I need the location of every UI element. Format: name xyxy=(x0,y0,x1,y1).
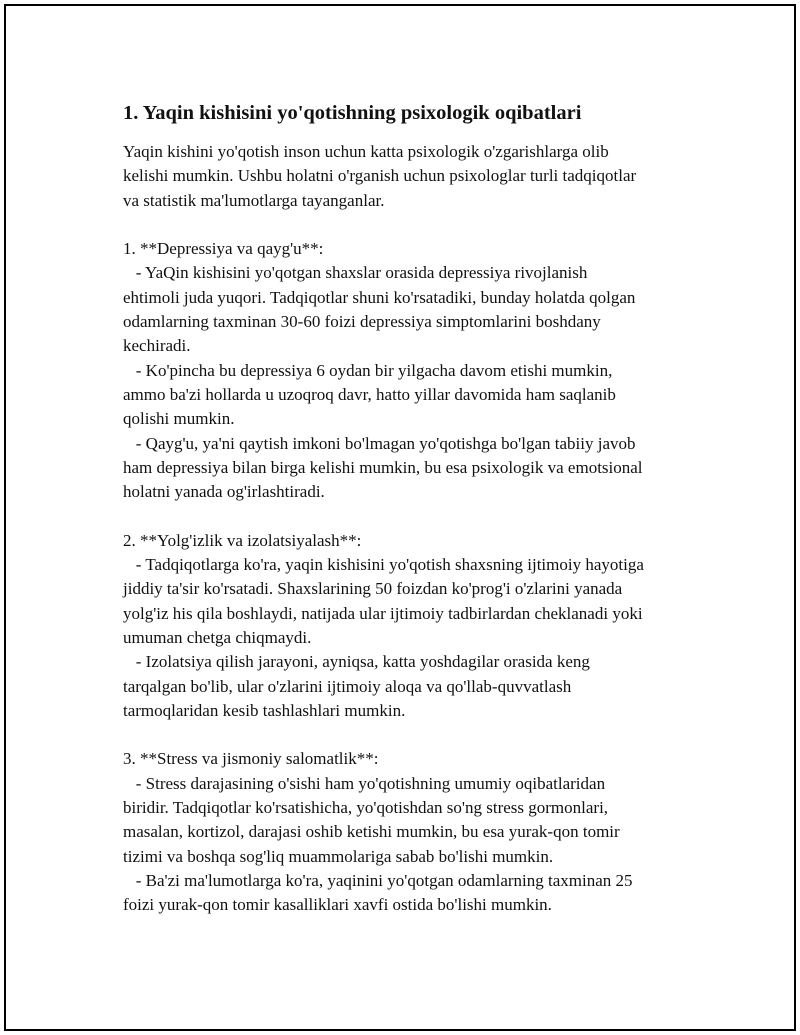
section-point: - Stress darajasining o'sishi ham yo'qotishning umumiy oqibatlaridan biridir. Tadqiqotlar ko'rsatishicha, yo'qotishdan so'ng stress gormonlari, masalan, kortizol, darajasi oshib ketishi mumkin, bu esa yurak-qon tomir tizimi va boshqa sog'liq muammolariga sabab bo'lishi mumkin. xyxy=(123,773,620,866)
section-point: - YaQin kishisini yo'qotgan shaxslar orasida depressiya rivojlanish ehtimoli juda yuqori. Tadqiqotlar shuni ko'rsatadiki, bunday holatda qolgan odamlarning taxminan 30-60 foizi depressiya simptomlarini boshdany kechiradi. xyxy=(123,263,636,356)
section-heading: 2. **Yolg'izlik va izolatsiyalash**: xyxy=(123,530,362,550)
section-depression xyxy=(123,237,703,504)
document-body xyxy=(123,99,703,918)
section-point: - Ba'zi ma'lumotlarga ko'ra, yaqinini yo'qotgan odamlarning taxminan 25 foizi yurak-qon tomir kasalliklari xavfi ostida bo'lishi mumkin. xyxy=(123,870,633,915)
page-frame xyxy=(4,4,796,1031)
section-point: - Ko'pincha bu depressiya 6 oydan bir yilgacha davom etishi mumkin, ammo ba'zi hollarda u uzoqroq davr, hatto yillar davomida ham saqlanib qolishi mumkin. xyxy=(123,360,616,429)
section-stress xyxy=(123,747,703,917)
section-heading: 3. **Stress va jismoniy salomatlik**: xyxy=(123,749,379,769)
section-point: - Tadqiqotlarga ko'ra, yaqin kishisini yo'qotish shaxsning ijtimoiy hayotiga jiddiy ta'sir ko'rsatadi. Shaxslarining 50 foizdan ko'prog'i o'zlarini yanada yolg'iz his qila boshlaydi, natijada ular ijtimoiy tadbirlardan cheklanadi yoki umuman chetga chiqmaydi. xyxy=(123,555,644,647)
section-point: - Izolatsiya qilish jarayoni, ayniqsa, katta yoshdagilar orasida keng tarqalgan bo'lib, ular o'zlarini ijtimoiy aloqa va qo'llab-quvvatlash tarmoqlaridan kesib tashlashlari mumkin. xyxy=(123,652,590,720)
section-loneliness xyxy=(123,529,703,723)
intro-paragraph: Yaqin kishini yo'qotish inson uchun katta psixologik o'zgarishlarga olib kelishi mumkin. Ushbu holatni o'rganish uchun psixologlar turli tadqiqotlar va statistik ma'lumotlarga tayanganlar. xyxy=(123,142,637,210)
section-point: - Qayg'u, ya'ni qaytish imkoni bo'lmagan yo'qotishga bo'lgan tabiiy javob ham depressiya bilan birga kelishi mumkin, bu esa psixologik va emotsional holatni yanada og'irlashtiradi. xyxy=(123,433,643,502)
section-heading: 1. **Depressiya va qayg'u**: xyxy=(123,239,324,259)
document-title: 1. Yaqin kishisini yo'qotishning psixologik oqibatlari xyxy=(123,102,582,124)
